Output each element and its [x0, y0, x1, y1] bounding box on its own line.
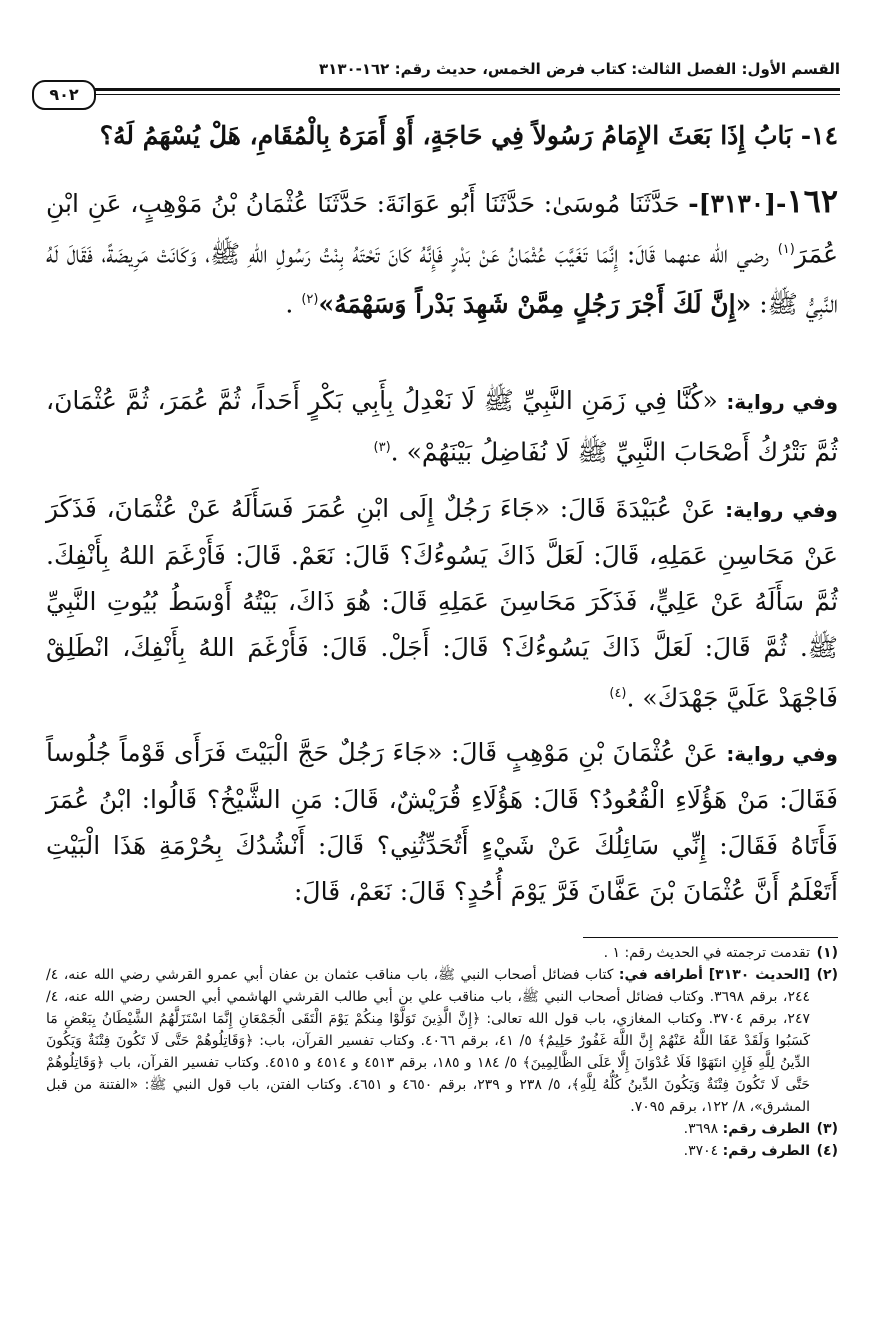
header-rule-thin: [95, 94, 840, 95]
hadith-ref: -[٣١٣٠]-: [688, 189, 787, 218]
narration-3: [46, 730, 838, 915]
footnote-1: [46, 942, 838, 964]
footnote-3: [46, 1118, 838, 1140]
narration-text: عَنْ عُثْمَانَ بْنِ مَوْهِبٍ قَالَ: «جَاءَ رَجُلٌ حَجَّ الْبَيْتَ فَرَأَى قَوْماً جُلُوساً فَقَالَ: مَنْ هَؤُلَاءِ الْقُعُودُ؟ قَالَ: هَؤُلَاءِ قُرَيْشٌ، قَالَ: مَنِ الشَّيْخُ؟ قَالُوا: ابْنُ عُمَرَ فَأَتَاهُ فَقَالَ: إِنِّي سَائِلُكَ عَنْ شَيْءٍ أَتُحَدِّثُنِي؟ قَالَ: أَنْشُدُكَ بِحُرْمَةِ هَذَا الْبَيْتِ أَتَعْلَمُ أَنَّ عُثْمَانَ بْنَ عَفَّانَ فَرَّ يَوْمَ أُحُدٍ؟ قَالَ: نَعَمْ، قَالَ:: [46, 738, 838, 906]
footnote-rule: [583, 937, 838, 938]
narration-paragraph: [46, 378, 838, 475]
footnote-label: [الحديث ٣١٣٠] أطرافه في:: [618, 967, 810, 983]
footnote-text: ٥/ ١٨٤ و ١٨٥، برقم ٤٥١٣ و ٤٥١٤ و ٤٥١٥. وكتاب تفسير القرآن، باب: [104, 1055, 523, 1071]
footnote-text: تقدمت ترجمته في الحديث رقم: ١ .: [603, 945, 810, 961]
footnote-label: الطرف رقم:: [722, 1143, 810, 1159]
hadith-main: [46, 178, 838, 328]
footnote-text: كتاب فضائل أصحاب النبي ﷺ، باب مناقب عثمان بن عفان أبي عمرو القرشي رضي الله عنه، ٤/ ٢٤٤، برقم ٣٦٩٨. وكتاب فضائل أصحاب النبي ﷺ، باب مناقب علي بن أبي طالب القرشي الهاشمي أبي الحسن رضي الله عنه، ٤/ ٢٤٧، برقم ٣٧٠٤. وكتاب المغازي، باب قول الله تعالى:: [46, 967, 810, 1027]
hadith-text: حَدَّثَنَا مُوسَىٰ: حَدَّثَنَا أَبُو عَوَانَةَ: حَدَّثَنَا عُثْمَانُ بْنُ مَوْهِبٍ، عَنِ ابْنِ عُمَرَ: [46, 189, 838, 269]
header-rule: [95, 88, 840, 91]
hadith-number: ١٦٢: [786, 182, 838, 220]
footnotes: [46, 942, 838, 1162]
hadith-text: رضي الله عنهما قَالَ: إِنَّمَا تَغَيَّبَ عُثْمَانُ عَنْ بَدْرٍ فَإِنَّهُ كَانَ تَحْتَهُ بِنْتُ رَسُولِ اللهِ ﷺ، وَكَانَتْ مَرِيضَةً، فَقَالَ لَهُ النَّبِيُّ ﷺ:: [46, 239, 838, 319]
footnote-text: ٣٦٩٨.: [683, 1121, 723, 1137]
footnote-number: (١): [816, 945, 838, 961]
footnote-ref: (١): [777, 242, 795, 257]
running-header: القسم الأول: الفصل الثالث: كتاب فرض الخمس، حديث رقم: ١٦٢-٣١٣٠: [319, 60, 840, 78]
narration-2: [46, 486, 838, 721]
footnote-label: الطرف رقم:: [722, 1121, 810, 1137]
footnote-ref: (٤): [609, 686, 627, 701]
quran-verse: ﴿وَقَاتِلُوهُمْ حَتَّى لَا تَكُونَ فِتْنَةٌ وَيَكُونَ الدِّينُ لِلَّهِ فَإِنِ انتَهَوْا فَلَا عُدْوَانَ إِلَّا عَلَى الظَّالِمِينَ﴾: [46, 1033, 810, 1071]
chapter-title: ١٤- بَابُ إِذَا بَعَثَ الإِمَامُ رَسُولاً فِي حَاجَةٍ، أَوْ أَمَرَهُ بِالْمُقَامِ، هَلْ يُسْهَمُ لَهُ؟: [99, 121, 838, 150]
footnote-number: (٢): [816, 967, 838, 983]
quran-verse: ﴿إِنَّ الَّذِينَ تَوَلَّوْا مِنكُمْ يَوْمَ الْتَقَى الْجَمْعَانِ إِنَّمَا اسْتَزَلَّهُمُ الشَّيْطَانُ بِبَعْضِ مَا كَسَبُوا وَلَقَدْ عَفَا اللَّهُ عَنْهُمْ إِنَّ اللَّهَ غَفُورٌ حَلِيمٌ﴾: [46, 1011, 811, 1049]
narration-text: عَنْ عُبَيْدَةَ قَالَ: «جَاءَ رَجُلٌ إِلَى ابْنِ عُمَرَ فَسَأَلَهُ عَنْ عُثْمَانَ، فَذَكَرَ عَنْ مَحَاسِنِ عَمَلِهِ، قَالَ: لَعَلَّ ذَاكَ يَسُوءُكَ؟ قَالَ: نَعَمْ. قَالَ: فَأَرْغَمَ اللهُ بِأَنْفِكَ. ثُمَّ سَأَلَهُ عَنْ عَلِيٍّ، فَذَكَرَ مَحَاسِنَ عَمَلِهِ قَالَ: هُوَ ذَاكَ، بَيْتُهُ أَوْسَطُ بُيُوتِ النَّبِيِّ ﷺ. ثُمَّ قَالَ: لَعَلَّ ذَاكَ يَسُوءُكَ؟ قَالَ: أَجَلْ. قَالَ: فَأَرْغَمَ اللهُ بِأَنْفِكَ، انْطَلِقْ فَاجْهَدْ عَلَيَّ جَهْدَكَ» .: [46, 494, 838, 713]
narration-label: وفي رواية:: [726, 742, 838, 766]
narration-paragraph: [46, 486, 838, 721]
narration-text: «كُنَّا فِي زَمَنِ النَّبِيِّ ﷺ لَا نَعْدِلُ بِأَبِي بَكْرٍ أَحَداً، ثُمَّ عُمَرَ، ثُمَّ عُثْمَانَ، ثُمَّ نَتْرُكُ أَصْحَابَ النَّبِيِّ ﷺ لَا نُفَاضِلُ بَيْنَهُمْ» .: [46, 386, 838, 467]
hadith-quote: «إِنَّ لَكَ أَجْرَ رَجُلٍ مِمَّنْ شَهِدَ بَدْراً وَسَهْمَهُ»: [318, 289, 752, 319]
quran-verse: ﴿وَقَاتِلُوهُمْ حَتَّى لَا تَكُونَ فِتْنَةٌ وَيَكُونَ الدِّينُ كُلُّهُ لِلَّهِ﴾: [46, 1055, 810, 1093]
sentence-end: .: [285, 289, 302, 319]
page-number: ٩٠٢: [32, 80, 96, 110]
narration-paragraph: [46, 730, 838, 915]
hadith-paragraph: [46, 178, 838, 328]
footnote-number: (٤): [816, 1143, 838, 1159]
footnote-text: ٣٧٠٤.: [683, 1143, 723, 1159]
narration-label: وفي رواية:: [725, 498, 838, 522]
footnote-ref: (٣): [373, 440, 391, 455]
footnote-2: [46, 964, 838, 1118]
narration-label: وفي رواية:: [726, 390, 838, 414]
footnote-number: (٣): [816, 1121, 838, 1137]
footnote-ref: (٢): [301, 292, 319, 308]
footnote-4: [46, 1140, 838, 1162]
footnote-text: ، ٥/ ٢٣٨ و ٢٣٩، برقم ٤٦٥٠ و ٤٦٥١. وكتاب الفتن، باب قول النبي ﷺ: «الفتنة من قبل المشرق»، ٨/ ١٢٢، برقم ٧٠٩٥.: [46, 1077, 810, 1115]
footnote-text: ٥/ ٤١، برقم ٤٠٦٦. وكتاب تفسير القرآن، باب:: [253, 1033, 538, 1049]
narration-1: [46, 378, 838, 475]
